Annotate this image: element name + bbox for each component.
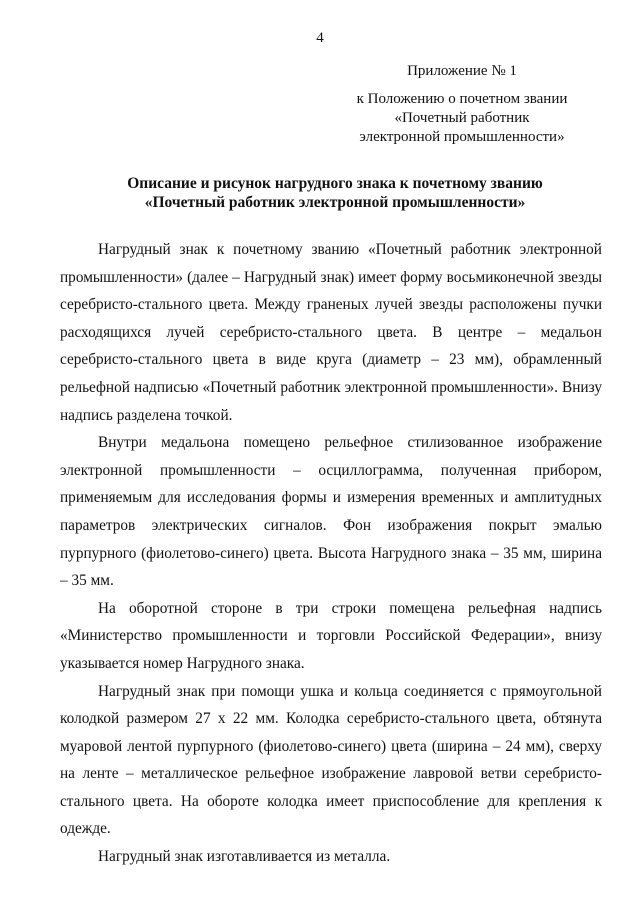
paragraph-badge-shape: Нагрудный знак к почетному званию «Почетный работник электронной промышленности» (далее – Нагрудный знак) имеет форму восьмиконечной звезды серебристо-стального цвета. Между граненых лучей звезды расположены пучки расходящихся лучей серебристо-стального цвета. В центре – медальон серебристо-стального цвета в виде круга (диаметр – 23 мм), обрамленный рельефной надписью «Почетный работник электронной промышленности». Внизу надпись разделена точкой.	[60, 241, 602, 424]
paragraph-block-ribbon: Нагрудный знак при помощи ушка и кольца соединяется с прямоугольной колодкой размером 27 х 22 мм. Колодка серебристо-стального цвета, обтянута муаровой лентой пурпурного (фиолетово-синего) цвета (ширина – 24 мм), сверху на ленте – металлическое рельефное изображение лавровой ветви серебристо-стального цвета. На обороте колодка имеет приспособление для крепления к одежде.	[60, 682, 602, 838]
title-line-2: «Почетный работник электронной промышленности»	[144, 194, 526, 211]
document-title	[60, 174, 610, 212]
title-line-1: Описание и рисунок нагрудного знака к почетному званию	[127, 175, 543, 192]
page-number: 4	[316, 30, 324, 46]
document-body	[60, 236, 602, 871]
appendix-reference-line-1: к Положению о почетном звании	[356, 91, 568, 107]
appendix-reference-line-3: электронной промышленности»	[359, 129, 565, 145]
paragraph-reverse-side: На оборотной стороне в три строки помещена рельефная надпись «Министерство промышленности и торговли Российской Федерации», внизу указывается номер Нагрудного знака.	[60, 599, 602, 672]
appendix-reference-line-2: «Почетный работник	[394, 110, 530, 126]
appendix-number: Приложение № 1	[407, 63, 517, 79]
appendix-header	[340, 62, 584, 147]
paragraph-medallion-image: Внутри медальона помещено рельефное стилизованное изображение электронной промышленности – осциллограмма, полученная прибором, применяемым для исследования формы и измерения временных и амплитудных параметров электрических сигналов. Фон изображения покрыт эмалью пурпурного (фиолетово-синего) цвета. Высота Нагрудного знака – 35 мм, ширина – 35 мм.	[60, 434, 602, 590]
paragraph-material: Нагрудный знак изготавливается из металла.	[98, 848, 391, 866]
